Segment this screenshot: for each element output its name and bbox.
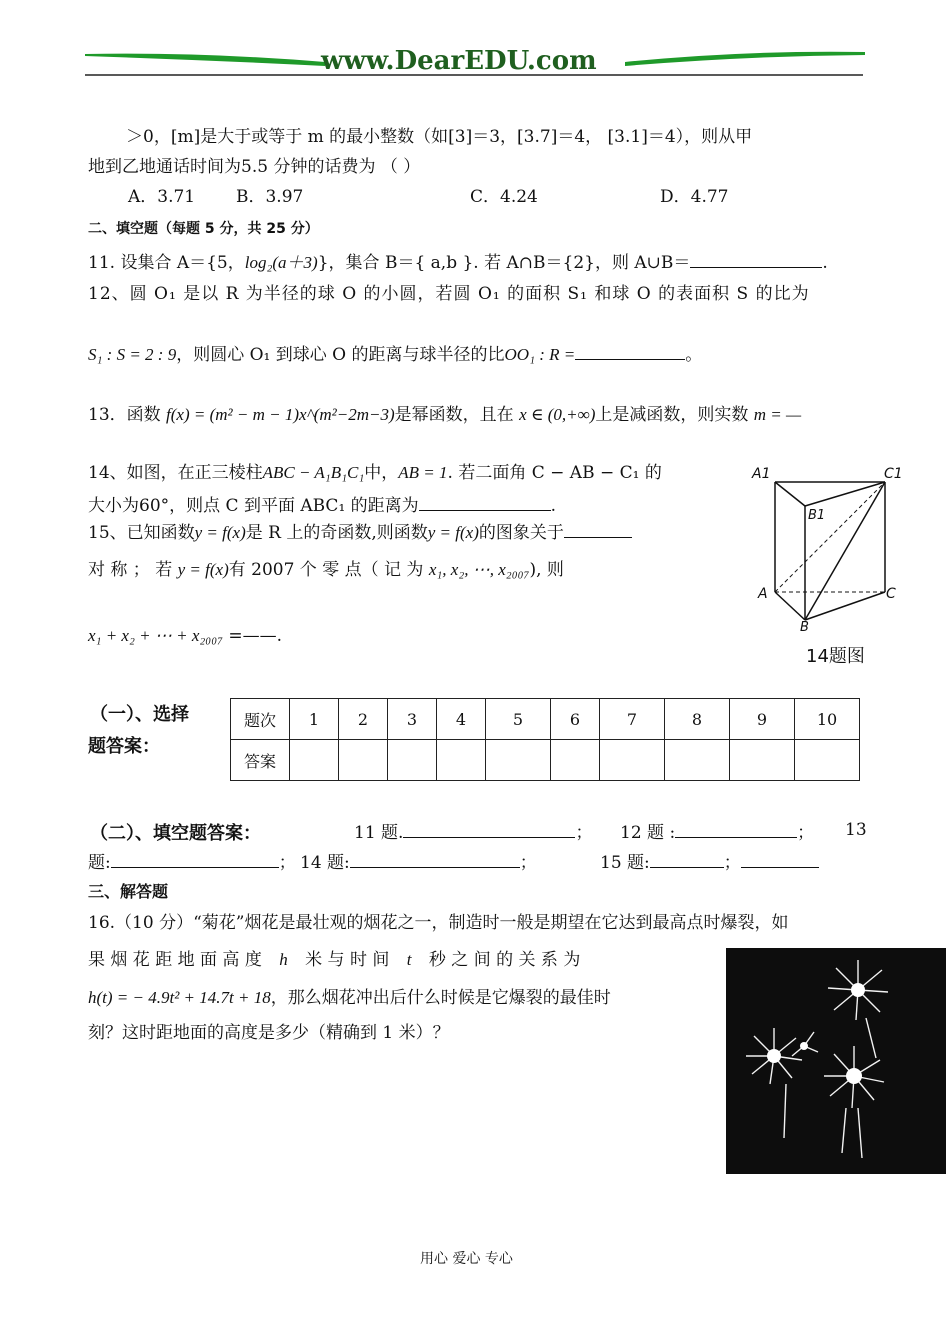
label-a: A: [758, 586, 768, 602]
q16-line4: 刻？这时距地面的高度是多少（精确到 1 米）？: [88, 1023, 450, 1043]
q10-option-b: B．3.97: [236, 187, 304, 207]
number-cell: 10: [795, 699, 860, 740]
label-b: B: [800, 620, 809, 635]
q12-ratio: S₁ : S = 2 : 9: [88, 345, 177, 364]
number-cell: 5: [486, 699, 551, 740]
number-cell: 4: [437, 699, 486, 740]
answer-table-title-1: （一）、选择: [90, 704, 189, 725]
section3-title: 三、解答题: [88, 882, 169, 901]
q14-prism: ABC − A₁B₁C₁: [262, 463, 365, 482]
q16-line3: [88, 987, 611, 1009]
number-cell: 8: [665, 699, 730, 740]
q16-line1: 16.（10 分）“菊花”烟花是最壮观的烟花之一，制造时一般是期望在它达到最高点时爆裂，如: [88, 913, 789, 933]
label-c: C: [886, 586, 896, 602]
answer-cell[interactable]: [290, 740, 339, 781]
answer-cell[interactable]: [795, 740, 860, 781]
fill-q15-blank2[interactable]: [741, 849, 819, 868]
q12-ratio2: OO₁ : R =: [504, 345, 576, 364]
q14-ab: AB = 1: [398, 463, 448, 482]
label-b1: B1: [808, 508, 826, 523]
q14-blank: [419, 492, 551, 511]
q15-line3-end: =——.: [223, 626, 283, 646]
q16-var-h: h: [279, 950, 288, 969]
q13-mid: 是幂函数，且在: [394, 405, 514, 425]
section2-title: 二、填空题（每题 5 分，共 25 分）: [88, 221, 319, 237]
fill-q11-label: 11 题.: [354, 823, 404, 843]
q12-blank: [575, 349, 685, 360]
fill-q13-a: 13: [845, 820, 867, 840]
q13-expr: f(x) = (m² − m − 1)x^(m²−2m−3): [166, 405, 395, 424]
q16-line2: [88, 949, 580, 971]
fill-q12-blank[interactable]: [675, 819, 797, 838]
prism-diagram: [750, 462, 910, 672]
q16-line2-b: 米 与 时 间: [305, 950, 390, 970]
q14-line2-end: .: [550, 496, 557, 516]
fill-q13: [88, 849, 296, 874]
fill-q12: [620, 819, 814, 844]
q15-func-a: y = f(x): [194, 523, 246, 542]
fill-answers-title: （二）、填空题答案：: [90, 823, 261, 844]
q15-zeros: x₁, x₂, ⋯, x₂₀₀₇: [428, 560, 530, 579]
number-cell: 2: [339, 699, 388, 740]
q15-func-b: y = f(x): [427, 523, 479, 542]
q16-var-t: t: [406, 950, 412, 969]
fill-q13-blank[interactable]: [111, 849, 279, 868]
table-row: [231, 699, 860, 740]
q14-line2-text: 大小为60°，则点 C 到平面 ABC₁ 的距离为: [88, 496, 419, 516]
fill-sep: ；: [723, 853, 741, 873]
label-c1: C1: [884, 466, 903, 482]
q11: [88, 249, 828, 274]
q12-text: ，则圆心 O₁ 到球心 O 的距离与球半径的比: [176, 345, 505, 365]
label-a1: A1: [752, 466, 771, 482]
logo-text: www.DearEDU.com: [321, 46, 597, 76]
q14-line2: [88, 492, 556, 517]
number-cell: 9: [730, 699, 795, 740]
answer-cell[interactable]: [665, 740, 730, 781]
q11-mid: }，集合 B＝{ a,b }. 若 A∩B＝{2}，则 A∪B＝: [317, 253, 691, 273]
answer-table-title-2: 题答案：: [88, 736, 160, 757]
q12-line2: [88, 344, 702, 366]
answer-cell[interactable]: [551, 740, 600, 781]
number-cell: 1: [290, 699, 339, 740]
table-row: [231, 740, 860, 781]
q15-func-c: y = f(x): [177, 560, 229, 579]
number-cell: 3: [388, 699, 437, 740]
q16-formula: h(t) = − 4.9t² + 14.7t + 18: [88, 988, 271, 1007]
q12-line1: 12、圆 O₁ 是以 R 为半径的球 O 的小圆，若圆 O₁ 的面积 S₁ 和球 O 的表面积 S 的比为: [88, 284, 810, 304]
answer-cell[interactable]: [388, 740, 437, 781]
q10-option-a: A．3.71: [128, 187, 196, 207]
fill-sep: ；: [575, 823, 593, 843]
fill-q15-label: 15 题:: [600, 853, 650, 873]
q13-interval: x ∈ (0,+∞): [519, 405, 596, 424]
q14-line1: [88, 462, 662, 484]
q15-prefix: 15、已知函数: [88, 523, 195, 543]
q11-expr: log₂(a＋3): [244, 253, 318, 272]
fireworks-image: [726, 948, 946, 1174]
q16-line3-text: ，那么烟花冲出后什么时候是它爆裂的最佳时: [270, 988, 611, 1008]
figure-14: [750, 462, 910, 672]
q13-end: 上是减函数，则实数: [595, 405, 749, 425]
fill-q12-label: 12 题 :: [620, 823, 676, 843]
answer-cell[interactable]: [339, 740, 388, 781]
number-cell: 7: [600, 699, 665, 740]
q15-line2: [88, 559, 564, 581]
row-header-number: 题次: [231, 699, 290, 740]
answer-cell[interactable]: [730, 740, 795, 781]
q11-end: .: [822, 253, 828, 273]
q15-line3: [88, 625, 282, 647]
fill-q14-blank[interactable]: [350, 849, 520, 868]
q14-prefix: 14、如图，在正三棱柱: [88, 463, 263, 483]
q15-line2-end: ), 则: [529, 560, 564, 580]
q10-line1: ＞0，[m]是大于或等于 m 的最小整数（如[3]＝3，[3.7]＝4， [3.1]＝4），则从甲: [126, 127, 753, 147]
q13: [88, 404, 801, 426]
q10-option-d: D．4.77: [660, 187, 729, 207]
number-cell: 6: [551, 699, 600, 740]
fill-q13-label: 题:: [88, 853, 111, 873]
q15-mid: 是 R 上的奇函数,则函数: [245, 523, 428, 543]
q13-tail: m = —: [753, 405, 802, 424]
fireworks-drawing: [726, 948, 946, 1174]
fill-q14-label: 14 题:: [300, 853, 350, 873]
q10-line2: 地到乙地通话时间为5.5 分钟的话费为 （ ）: [88, 157, 421, 177]
footer: 用心 爱心 专心: [420, 1251, 513, 1267]
fill-q14: [300, 849, 537, 874]
fill-q11: [354, 819, 592, 844]
q14-end: . 若二面角 C − AB − C₁ 的: [447, 463, 662, 483]
fill-sep: ；: [278, 853, 296, 873]
fill-q15: [600, 849, 819, 874]
header-logo: [85, 40, 865, 82]
q12-end: 。: [685, 345, 703, 365]
q16-line2-a: 果 烟 花 距 地 面 高 度: [88, 950, 262, 970]
q13-prefix: 13．函数: [88, 405, 161, 425]
q10-option-c: C．4.24: [470, 187, 538, 207]
fill-q15-blank1[interactable]: [650, 849, 724, 868]
figure14-caption: 14题图: [806, 646, 865, 667]
q11-prefix: 11. 设集合 A＝{5，: [88, 253, 245, 273]
fill-sep: ；: [797, 823, 815, 843]
fill-q11-blank[interactable]: [403, 819, 575, 838]
q11-blank: [690, 249, 822, 268]
fill-sep: ；: [519, 853, 537, 873]
q16-line2-c: 秒 之 间 的 关 系 为: [428, 950, 581, 970]
q15-line2-a: 对 称 ； 若: [88, 560, 173, 580]
q15-line2-b: 有 2007 个 零 点（ 记 为: [228, 560, 424, 580]
answer-cell[interactable]: [486, 740, 551, 781]
q15-line1: [88, 519, 632, 544]
answer-cell[interactable]: [437, 740, 486, 781]
row-header-answer: 答案: [231, 740, 290, 781]
q15-sum: x₁ + x₂ + ⋯ + x₂₀₀₇: [88, 626, 224, 645]
q14-mid: 中，: [364, 463, 399, 483]
q15-blank1: [564, 519, 632, 538]
answer-cell[interactable]: [600, 740, 665, 781]
q15-end: 的图象关于: [478, 523, 564, 543]
answer-table: [230, 698, 860, 781]
